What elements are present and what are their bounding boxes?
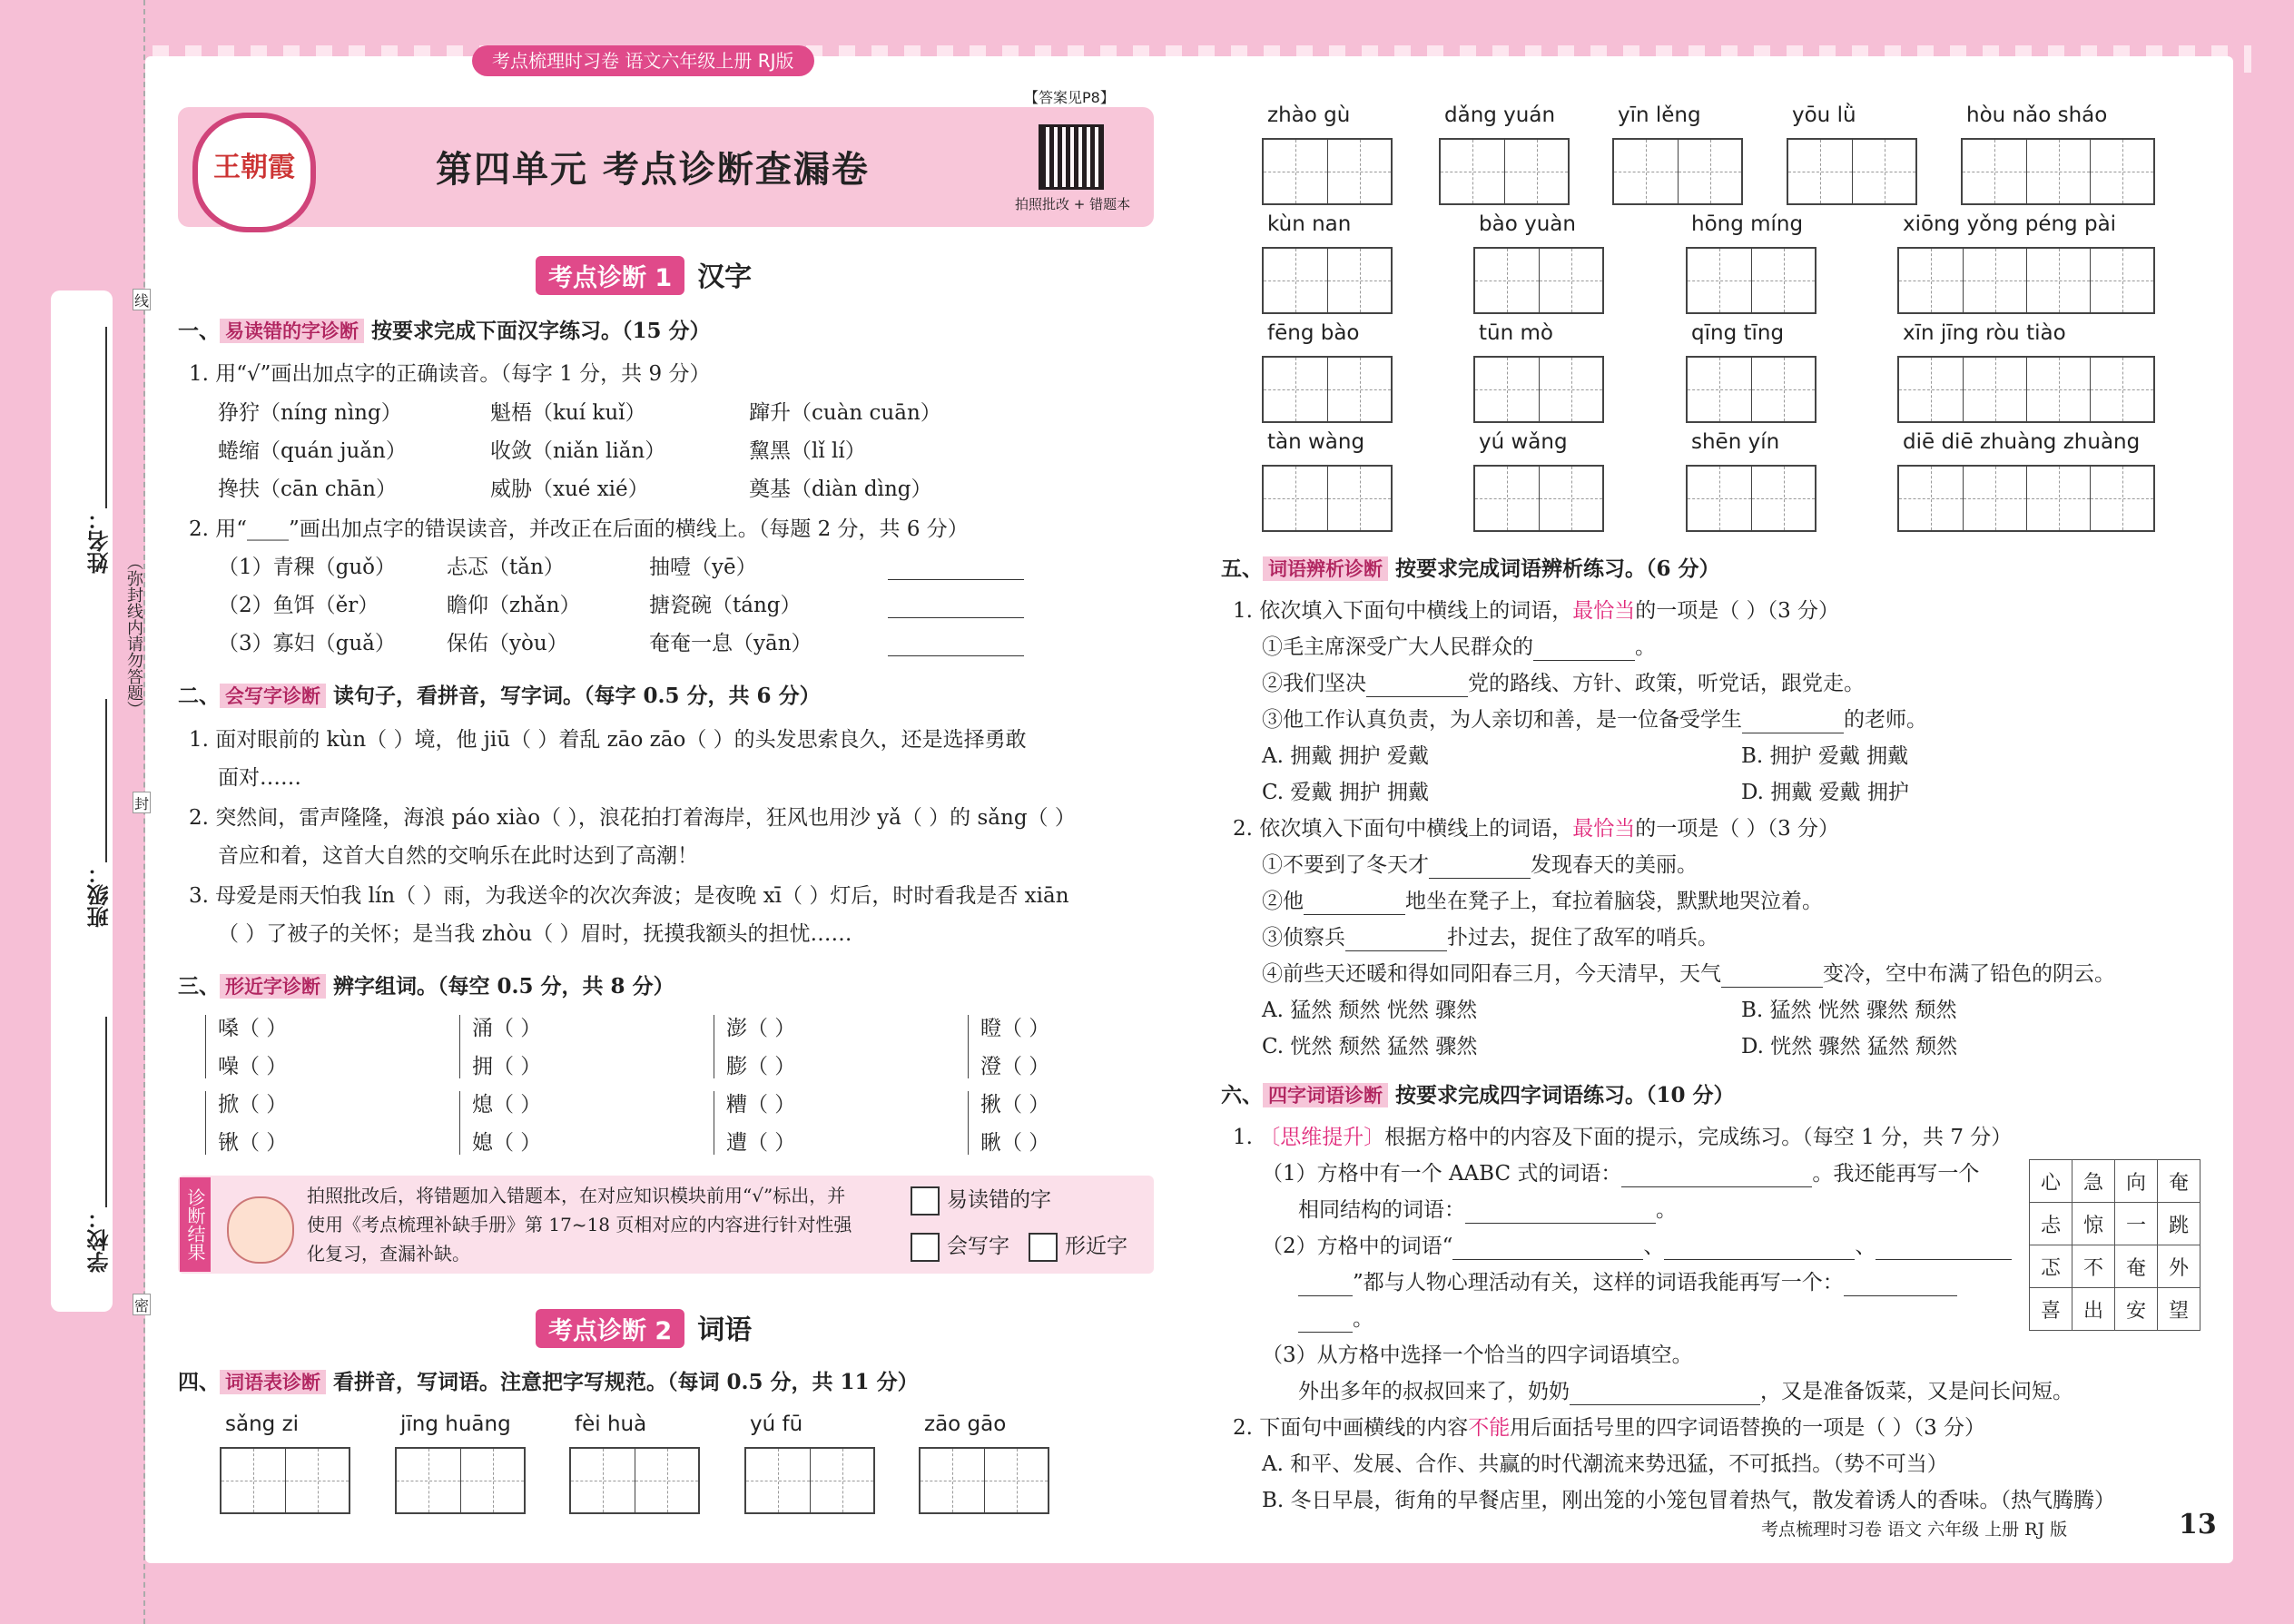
writing-grid[interactable] (919, 1447, 1049, 1514)
grid-cell[interactable] (1852, 140, 1915, 203)
q3-word-item[interactable]: 糟（ ） (726, 1093, 796, 1117)
grid-cell: 一 (2115, 1203, 2158, 1245)
note-text: 拍照批改后，将错题加入错题本，在对应知识模块前用“√”标出，并 (307, 1185, 846, 1206)
grid-cell[interactable] (397, 1449, 460, 1512)
q3-word-item[interactable]: 锹（ ） (218, 1131, 288, 1155)
name-field[interactable] (105, 327, 107, 508)
writing-grid[interactable] (1787, 138, 1917, 205)
grid-cell[interactable] (746, 1449, 810, 1512)
pinyin-label: yú fū (750, 1412, 803, 1436)
q5-option-c[interactable]: C. 爱戴 拥护 拥戴 (1262, 781, 1430, 804)
q6-item3: （3）从方格中选择一个恰当的四字词语填空。 (1262, 1343, 1693, 1367)
grid-cell: 惊 (2072, 1203, 2115, 1245)
q2-sentence[interactable]: （ ）了被子的关怀；是当我 zhòu（ ）眉时，抚摸我额头的担忧…… (218, 922, 852, 946)
grid-cell[interactable] (222, 1449, 285, 1512)
q5-option-c[interactable]: C. 恍然 颓然 猛然 骤然 (1262, 1035, 1478, 1058)
q1-item: （2）鱼饵（ěr） (218, 594, 379, 617)
q1-item[interactable]: 奠基（diàn dìng） (749, 477, 932, 501)
grid-cell[interactable] (1504, 140, 1568, 203)
q1-heading: 一、 易读错的字诊断 按要求完成下面汉字练习。（15 分） (178, 319, 711, 343)
answer-reference: 【答案见P8】 (1024, 89, 1115, 106)
pinyin-label: tūn mò (1479, 321, 1553, 345)
grid-cell[interactable] (2026, 140, 2090, 203)
q5-option-d[interactable]: D. 拥戴 爱戴 拥护 (1741, 781, 1909, 804)
q5-part1: 1. 依次填入下面句中横线上的词语，最恰当的一项是（ ）（3 分） (1233, 599, 1840, 623)
q5-option-b[interactable]: B. 拥护 爱戴 拥戴 (1741, 744, 1909, 768)
writing-grid[interactable] (1897, 356, 2155, 423)
page-title: 第四单元 考点诊断查漏卷 (436, 149, 870, 191)
q3-word-item[interactable]: 拥（ ） (472, 1055, 542, 1078)
q4-tag: 词语表诊断 (220, 1370, 326, 1394)
q5-option-a[interactable]: A. 拥戴 拥护 爱戴 (1262, 744, 1429, 768)
pinyin-label: fēng bào (1267, 321, 1360, 345)
pinyin-label: fèi huà (575, 1412, 647, 1436)
brace (714, 1091, 720, 1155)
grid-cell[interactable] (1327, 358, 1391, 421)
q4-heading: 四、 词语表诊断 看拼音，写词语。注意把字写规范。（每词 0.5 分，共 11 分） (178, 1370, 919, 1394)
grid-cell[interactable] (2090, 358, 2153, 421)
q2-sentence[interactable]: 3. 母爱是雨天怕我 lín（ ）雨，为我送伞的次次奔波；是夜晚 xī（ ）灯后，时时看我是否 xiān (189, 884, 1069, 908)
grid-cell: 忐 (2030, 1203, 2072, 1245)
grid-cell: 喜 (2030, 1288, 2072, 1331)
grid-cell[interactable] (1264, 249, 1327, 312)
q3-word-item[interactable]: 遭（ ） (726, 1131, 796, 1155)
grid-cell: 急 (2072, 1160, 2115, 1203)
writing-grid[interactable] (1686, 247, 1816, 314)
grid-cell[interactable] (1963, 358, 2026, 421)
brace (968, 1091, 974, 1155)
q1-item: 奄奄一息（yān） (649, 632, 812, 655)
grid-cell[interactable] (635, 1449, 698, 1512)
grid-cell[interactable] (1963, 140, 2026, 203)
pinyin-label: yōu lǜ (1792, 103, 1856, 127)
brace (714, 1015, 720, 1078)
grid-cell[interactable] (285, 1449, 349, 1512)
binding-mark: 线 (133, 289, 151, 310)
section-2-heading (536, 1307, 752, 1348)
grid-cell[interactable] (1899, 467, 1963, 530)
grid-cell[interactable] (1678, 140, 1741, 203)
note-text: 使用《考点梳理补缺手册》第 17~18 页相对应的内容进行针对性强 (307, 1214, 852, 1235)
writing-grid[interactable] (1262, 247, 1393, 314)
school-field[interactable] (105, 1017, 107, 1207)
grid-cell[interactable] (1788, 140, 1852, 203)
grid-cell: 心 (2030, 1160, 2072, 1203)
grid-cell: 不 (2072, 1245, 2115, 1288)
pinyin-label: xiōng yǒng péng pài (1903, 212, 2117, 236)
pinyin-label: shēn yín (1691, 430, 1780, 454)
note-text: 化复习，查漏补缺。 (307, 1243, 470, 1265)
q6-option-b[interactable]: B. 冬日早晨，街角的早餐店里，刚出笼的小笼包冒着热气，散发着诱人的香味。（热气腾腾） (1262, 1489, 2116, 1512)
pinyin-label: qīng tīng (1691, 321, 1785, 345)
footer-text: 考点梳理时习卷 语文 六年级 上册 RJ 版 (1761, 1520, 2068, 1540)
grid-cell[interactable] (2090, 140, 2153, 203)
grid-cell: 出 (2072, 1288, 2115, 1331)
q5-sentence[interactable]: ③侦察兵 扑过去，捉住了敌军的哨兵。 (1262, 926, 1718, 950)
q3-word-item[interactable]: 熄（ ） (472, 1093, 542, 1117)
q1-item: 忐忑（tǎn） (447, 556, 565, 579)
writing-grid[interactable] (1262, 356, 1393, 423)
page-number: 13 (2179, 1509, 2217, 1540)
q3-word-item[interactable]: 瞅（ ） (980, 1131, 1050, 1155)
student-avatar-icon (227, 1196, 294, 1264)
binding-mark: 封 (133, 792, 151, 813)
q1-item[interactable]: 魁梧（kuí kuǐ） (490, 401, 646, 425)
writing-grid[interactable] (1897, 465, 2155, 532)
pinyin-label: diē diē zhuàng zhuàng (1903, 430, 2141, 454)
brace (205, 1015, 212, 1078)
binding-mark: 密 (133, 1294, 151, 1315)
grid-cell: 外 (2158, 1245, 2200, 1288)
q6-option-a[interactable]: A. 和平、发展、合作、共赢的时代潮流来势迅猛，不可抵挡。（势不可当） (1262, 1452, 1948, 1476)
q1-tag: 易读错的字诊断 (220, 319, 364, 343)
writing-grid[interactable] (1262, 465, 1393, 532)
grid-cell[interactable] (2090, 467, 2153, 530)
word-square-grid (2029, 1159, 2200, 1331)
pinyin-label: yīn lěng (1618, 103, 1701, 127)
writing-grid[interactable] (569, 1447, 700, 1514)
q1-item: 抽噎（yē） (649, 556, 757, 579)
grid-cell[interactable] (1688, 249, 1751, 312)
brace (205, 1091, 212, 1155)
q1-item[interactable]: 收敛（niǎn liǎn） (490, 439, 666, 463)
q3-word-item[interactable]: 掀（ ） (218, 1093, 288, 1117)
pinyin-label: xīn jīng ròu tiào (1903, 321, 2066, 345)
school-label: 学校： (87, 1207, 113, 1273)
class-label: 班级： (87, 862, 113, 928)
brace (968, 1015, 974, 1078)
writing-grid[interactable] (1473, 356, 1604, 423)
q2-tag: 会写字诊断 (220, 684, 326, 708)
q5-sentence[interactable]: ②他 地坐在凳子上，耷拉着脑袋，默默地哭泣着。 (1262, 890, 1823, 913)
q6-tag: 四字词语诊断 (1263, 1083, 1388, 1107)
q1-part2: 2. 用“____”画出加点字的错误读音，并改正在后面的横线上。（每题 2 分，共 6 分） (189, 517, 969, 541)
q1-item[interactable]: 狰狞（níng nìng） (218, 401, 402, 425)
q2-sentence[interactable]: 1. 面对眼前的 kùn（ ）境，他 jiū（ ）着乱 zāo zāo（ ）的头发思索良久，还是选择勇敢 (189, 728, 1027, 752)
grid-cell[interactable] (984, 1449, 1048, 1512)
publisher-logo: 王朝霞 (192, 113, 316, 232)
q2-heading: 二、 会写字诊断 读句子，看拼音，写字词。（每字 0.5 分，共 6 分） (178, 684, 821, 708)
writing-grid[interactable] (1686, 356, 1816, 423)
q5-tag: 词语辨析诊断 (1263, 556, 1388, 581)
writing-grid[interactable] (1439, 138, 1570, 205)
pinyin-label: bào yuàn (1479, 212, 1576, 236)
q3-word-item[interactable]: 澄（ ） (980, 1055, 1050, 1078)
pinyin-label: tàn wàng (1267, 430, 1365, 454)
q1-item[interactable]: 搀扶（cān chān） (218, 477, 397, 501)
q1-item: （1）青稞（guǒ） (218, 556, 397, 579)
grid-cell[interactable] (1751, 467, 1815, 530)
student-info-panel (51, 290, 113, 1312)
q3-word-item[interactable]: 澎（ ） (726, 1017, 796, 1040)
grid-cell[interactable] (2026, 467, 2090, 530)
grid-cell: 安 (2115, 1288, 2158, 1331)
checkbox-similar[interactable]: 形近字 (1029, 1233, 1127, 1262)
qr-code-icon[interactable] (1041, 127, 1101, 187)
q3-word-item[interactable]: 媳（ ） (472, 1131, 542, 1155)
q5-option-a[interactable]: A. 猛然 颓然 恍然 骤然 (1262, 999, 1478, 1022)
pinyin-label: zhào gù (1267, 103, 1351, 127)
q6-item1b[interactable]: 相同结构的词语： 。 (1298, 1198, 1677, 1222)
diagnosis-result-label: 诊断结果 (180, 1177, 211, 1272)
grid-cell: 向 (2115, 1160, 2158, 1203)
q3-word-item[interactable]: 涌（ ） (472, 1017, 542, 1040)
q1-item[interactable]: 蹿升（cuàn cuān） (749, 401, 941, 425)
q1-item[interactable]: 黧黑（lǐ lí） (749, 439, 866, 463)
grid-cell[interactable] (1264, 140, 1327, 203)
writing-grid[interactable] (220, 1447, 350, 1514)
q1-item: 搪瓷碗（táng） (649, 594, 802, 617)
grid-cell[interactable] (1327, 467, 1391, 530)
grid-cell[interactable] (810, 1449, 873, 1512)
grid-cell[interactable] (2026, 249, 2090, 312)
grid-cell[interactable] (1539, 467, 1602, 530)
answer-line[interactable] (888, 617, 1024, 618)
q6-item2[interactable]: （2）方格中的词语“ 、 、 (1262, 1233, 2012, 1260)
grid-cell[interactable] (1963, 467, 2026, 530)
grid-cell[interactable] (1688, 467, 1751, 530)
checkbox-write[interactable]: 会写字 (911, 1233, 1009, 1262)
grid-cell[interactable] (921, 1449, 984, 1512)
name-label: 姓名： (87, 508, 113, 574)
writing-grid[interactable] (744, 1447, 875, 1514)
q6-part1: 1. 〔思维提升〕根据方格中的内容及下面的提示，完成练习。（每空 1 分，共 7 分） (1233, 1126, 2013, 1149)
grid-cell[interactable] (1539, 249, 1602, 312)
q5-sentence[interactable]: ④前些天还暖和得如同阳春三月，今天清早，天气 变冷，空中布满了铅色的阴云。 (1262, 962, 2115, 986)
q5-part2: 2. 依次填入下面句中横线上的词语，最恰当的一项是（ ）（3 分） (1233, 817, 1840, 841)
grid-cell[interactable] (1688, 358, 1751, 421)
section-1-heading (536, 254, 752, 295)
q5-sentence[interactable]: ①毛主席深受广大人民群众的 。 (1262, 635, 1656, 659)
grid-cell[interactable] (1475, 467, 1539, 530)
grid-cell[interactable] (1327, 249, 1391, 312)
q6-part2: 2. 下面句中画横线的内容不能用后面括号里的四字词语替换的一项是（ ）（3 分） (1233, 1416, 1986, 1440)
section-tag: 考点诊断 1 (536, 256, 684, 295)
answer-line[interactable] (888, 655, 1024, 656)
q2-sentence[interactable]: 2. 突然间，雷声隆隆，海浪 páo xiào（ ），浪花拍打着海岸，狂风也用沙 yǎ（ ）的 sǎng（ ） (189, 806, 1076, 830)
q6-heading: 六、 四字词语诊断 按要求完成四字词语练习。（10 分） (1221, 1083, 1735, 1107)
q5-option-d[interactable]: D. 恍然 骤然 猛然 颓然 (1741, 1035, 1958, 1058)
q3-word-item[interactable]: 噪（ ） (218, 1055, 288, 1078)
pinyin-label: dǎng yuán (1444, 103, 1556, 127)
q3-heading: 三、 形近字诊断 辨字组词。（每空 0.5 分，共 8 分） (178, 974, 674, 999)
brace (459, 1091, 466, 1155)
pinyin-label: kùn nan (1267, 212, 1352, 236)
series-banner: 考点梳理时习卷 语文六年级上册 RJ版 (472, 45, 814, 76)
q5-sentence[interactable]: ③他工作认真负责，为人亲切和善，是一位备受学生 的老师。 (1262, 708, 1927, 732)
q1-item: 保佑（yòu） (447, 632, 568, 655)
writing-grid[interactable] (1612, 138, 1743, 205)
writing-grid[interactable] (1961, 138, 2155, 205)
grid-cell[interactable] (1441, 140, 1504, 203)
binding-note: （弥封线内请勿答题） (124, 554, 143, 717)
grid-cell[interactable] (1475, 249, 1539, 312)
checkbox-easy-misread[interactable]: 易读错的字 (911, 1186, 1051, 1216)
class-field[interactable] (105, 699, 107, 862)
grid-cell[interactable] (1899, 249, 1963, 312)
grid-cell[interactable] (1327, 140, 1391, 203)
grid-cell[interactable] (2090, 249, 2153, 312)
writing-grid[interactable] (1897, 247, 2155, 314)
grid-cell: 奄 (2115, 1245, 2158, 1288)
writing-grid[interactable] (1473, 247, 1604, 314)
q1-item[interactable]: 威胁（xué xié） (490, 477, 649, 501)
section-tag: 考点诊断 2 (536, 1309, 684, 1348)
q5-heading: 五、 词语辨析诊断 按要求完成词语辨析练习。（6 分） (1221, 556, 1720, 581)
q1-part1: 1. 用“√”画出加点字的正确读音。（每字 1 分，共 9 分） (189, 362, 711, 386)
q6-item2c[interactable]: 。 (1298, 1305, 1373, 1333)
grid-cell[interactable] (1751, 358, 1815, 421)
writing-grid[interactable] (1686, 465, 1816, 532)
q3-word-item[interactable]: 揪（ ） (980, 1093, 1050, 1117)
q6-item3b[interactable]: 外出多年的叔叔回来了，奶奶 ，又是准备饭菜，又是问长问短。 (1298, 1380, 2073, 1403)
q5-sentence[interactable]: ②我们坚决 党的路线、方针、政策，听党话，跟党走。 (1262, 672, 1865, 695)
answer-line[interactable] (888, 579, 1024, 580)
pinyin-label: sǎng zi (225, 1412, 300, 1436)
q1-item: 瞻仰（zhǎn） (447, 594, 581, 617)
q3-word-item[interactable]: 嗓（ ） (218, 1017, 288, 1040)
grid-cell[interactable] (1539, 358, 1602, 421)
grid-cell: 望 (2158, 1288, 2200, 1331)
writing-grid[interactable] (395, 1447, 526, 1514)
grid-cell[interactable] (1475, 358, 1539, 421)
q3-word-item[interactable]: 膨（ ） (726, 1055, 796, 1078)
pinyin-label: zāo gāo (924, 1412, 1007, 1436)
pinyin-label: hōng míng (1691, 212, 1804, 236)
writing-grid[interactable] (1262, 138, 1393, 205)
pinyin-label: jīng huāng (400, 1412, 511, 1436)
qr-caption: 拍照批改 + 错题本 (1015, 196, 1131, 212)
brace (459, 1015, 466, 1078)
grid-cell[interactable] (571, 1449, 635, 1512)
section-title: 词语 (697, 1314, 753, 1346)
q6-item2b[interactable]: ”都与人物心理活动有关，这样的词语我能再写一个： (1298, 1269, 1957, 1296)
grid-cell[interactable] (1751, 249, 1815, 312)
grid-cell[interactable] (1614, 140, 1678, 203)
q3-word-item[interactable]: 瞪（ ） (980, 1017, 1050, 1040)
writing-grid[interactable] (1473, 465, 1604, 532)
grid-cell[interactable] (1264, 467, 1327, 530)
grid-cell[interactable] (2026, 358, 2090, 421)
q3-tag: 形近字诊断 (220, 974, 326, 999)
grid-cell[interactable] (1264, 358, 1327, 421)
grid-cell: 忑 (2030, 1245, 2072, 1288)
grid-cell: 跳 (2158, 1203, 2200, 1245)
grid-cell[interactable] (460, 1449, 524, 1512)
grid-cell[interactable] (1963, 249, 2026, 312)
q5-option-b[interactable]: B. 猛然 恍然 骤然 颓然 (1741, 999, 1957, 1022)
grid-cell[interactable] (1899, 358, 1963, 421)
q2-sentence: 面对…… (218, 766, 301, 790)
q6-item1[interactable]: （1）方格中有一个 AABC 式的词语： 。我还能再写一个 (1262, 1162, 1980, 1186)
q1-item[interactable]: 蜷缩（quán juǎn） (218, 439, 407, 463)
q5-sentence[interactable]: ①不要到了冬天才 发现春天的美丽。 (1262, 853, 1698, 877)
pinyin-label: yú wǎng (1479, 430, 1568, 454)
grid-cell: 奄 (2158, 1160, 2200, 1203)
q2-sentence: 音应和着，这首大自然的交响乐在此时达到了高潮！ (218, 844, 698, 868)
section-title: 汉字 (697, 261, 753, 293)
q1-item: （3）寡妇（guǎ） (218, 632, 396, 655)
pinyin-label: hòu nǎo sháo (1966, 103, 2108, 127)
